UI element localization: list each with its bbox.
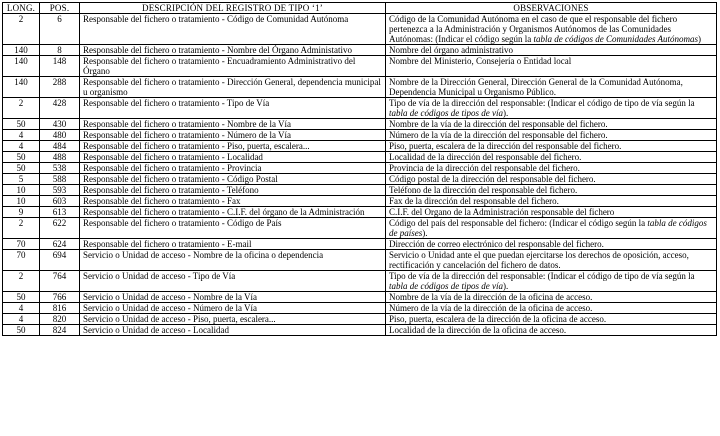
cell-observations [386, 250, 717, 271]
cell-long: 4 [3, 314, 40, 325]
table-row [3, 56, 717, 77]
cell-observations [386, 292, 717, 303]
cell-pos: 820 [40, 314, 80, 325]
cell-description: Servicio o Unidad de acceso - Nombre de la Vía [80, 292, 386, 303]
table-header [3, 3, 717, 14]
table-row [3, 303, 717, 314]
cell-description: Servicio o Unidad de acceso - Piso, puerta, escalera... [80, 314, 386, 325]
observation-text: Teléfono de la dirección del responsable del fichero. [389, 185, 578, 195]
observation-tail: ) [698, 34, 702, 44]
cell-observations [386, 45, 717, 56]
cell-observations [386, 77, 717, 98]
observation-table-reference: tabla de códigos de tipos de vía [389, 281, 503, 291]
cell-long: 2 [3, 271, 40, 292]
header-long: LONG. [3, 3, 40, 14]
cell-observations [386, 14, 717, 45]
table-row [3, 152, 717, 163]
observation-text: Código postal de la dirección del responsable del fichero. [389, 174, 596, 184]
cell-description: Responsable del fichero o tratamiento - Nombre de la Vía [80, 119, 386, 130]
cell-description: Responsable del fichero o tratamiento - Provincia [80, 163, 386, 174]
table-row [3, 207, 717, 218]
cell-description: Responsable del fichero o tratamiento - Localidad [80, 152, 386, 163]
cell-observations [386, 174, 717, 185]
cell-pos: 624 [40, 239, 80, 250]
observation-text: Nombre del órgano administrativo [389, 45, 514, 55]
cell-pos: 288 [40, 77, 80, 98]
cell-observations [386, 119, 717, 130]
cell-observations [386, 207, 717, 218]
cell-description: Responsable del fichero o tratamiento - Código de País [80, 218, 386, 239]
cell-long: 4 [3, 130, 40, 141]
cell-description: Responsable del fichero o tratamiento - Código de Comunidad Autónoma [80, 14, 386, 45]
observation-text: Dirección de correo electrónico del responsable del fichero. [389, 239, 604, 249]
table-row [3, 174, 717, 185]
cell-long: 2 [3, 218, 40, 239]
cell-pos: 488 [40, 152, 80, 163]
observation-text: Código del país del responsable del fichero: (Indicar el código según la [389, 218, 648, 228]
cell-long: 9 [3, 207, 40, 218]
cell-pos: 816 [40, 303, 80, 314]
table-row [3, 130, 717, 141]
cell-description: Responsable del fichero o tratamiento - Dirección General, dependencia municipal u organismo [80, 77, 386, 98]
cell-description: Responsable del fichero o tratamiento - Piso, puerta, escalera... [80, 141, 386, 152]
table-row [3, 250, 717, 271]
cell-observations [386, 303, 717, 314]
observation-text: Nombre de la Dirección General, Dirección General de la Comunidad Autónoma, Dependencia Municipal u Organismo Público. [389, 77, 683, 97]
observation-text: C.I.F. del Organo de la Administración responsable del fichero [389, 207, 615, 217]
cell-long: 50 [3, 163, 40, 174]
cell-pos: 428 [40, 98, 80, 119]
cell-pos: 6 [40, 14, 80, 45]
table-row [3, 196, 717, 207]
cell-pos: 764 [40, 271, 80, 292]
cell-long: 5 [3, 174, 40, 185]
header-description: DESCRIPCIÓN DEL REGISTRO DE TIPO ‘1’ [80, 3, 386, 14]
cell-observations [386, 325, 717, 336]
observation-text: Provincia de la dirección del responsable del fichero. [389, 163, 580, 173]
cell-description: Responsable del fichero o tratamiento - Número de la Vía [80, 130, 386, 141]
cell-pos: 694 [40, 250, 80, 271]
observation-text: Localidad de la dirección del responsable del fichero. [389, 152, 582, 162]
cell-description: Servicio o Unidad de acceso - Tipo de Vía [80, 271, 386, 292]
cell-long: 50 [3, 292, 40, 303]
cell-observations [386, 196, 717, 207]
observation-text: Localidad de la dirección de la oficina de acceso. [389, 325, 567, 335]
cell-pos: 622 [40, 218, 80, 239]
observation-text: Número de la vía de la dirección de la oficina de acceso. [389, 303, 593, 313]
cell-pos: 824 [40, 325, 80, 336]
observation-text: Piso, puerta, escalera de la dirección del responsable del fichero. [389, 141, 622, 151]
cell-observations [386, 98, 717, 119]
cell-pos: 148 [40, 56, 80, 77]
observation-text: Piso, puerta, escalera de la dirección de la oficina de acceso. [389, 314, 607, 324]
table-row [3, 314, 717, 325]
table-row [3, 119, 717, 130]
header-pos: POS. [40, 3, 80, 14]
cell-pos: 484 [40, 141, 80, 152]
header-row [3, 3, 717, 14]
cell-long: 10 [3, 185, 40, 196]
cell-pos: 613 [40, 207, 80, 218]
cell-description: Responsable del fichero o tratamiento - Tipo de Vía [80, 98, 386, 119]
cell-long: 140 [3, 56, 40, 77]
cell-observations [386, 271, 717, 292]
cell-observations [386, 314, 717, 325]
cell-description: Responsable del fichero o tratamiento - Nombre del Órgano Administativo [80, 45, 386, 56]
observation-table-reference: tabla de códigos de países [389, 218, 707, 238]
cell-long: 4 [3, 303, 40, 314]
table-row [3, 292, 717, 303]
cell-observations [386, 130, 717, 141]
cell-long: 50 [3, 325, 40, 336]
cell-observations [386, 141, 717, 152]
cell-observations [386, 163, 717, 174]
observation-text: Nombre del Ministerio, Consejería o Entidad local [389, 56, 572, 66]
observation-text: Servicio o Unidad ante el que puedan ejercitarse los derechos de oposición, acceso, rectificación y cancelación del fichero de datos. [389, 250, 689, 270]
cell-pos: 8 [40, 45, 80, 56]
cell-pos: 588 [40, 174, 80, 185]
observation-text: Código de la Comunidad Autónoma en el caso de que el responsable del fichero pertenezca a la Administración y Organismos Autónomos de las Comunidades Autónomas: (Indicar el código según la [389, 14, 678, 44]
table-row [3, 218, 717, 239]
observation-tail: ). [502, 108, 509, 118]
table-row [3, 141, 717, 152]
record-layout-table [2, 2, 717, 336]
observation-table-reference: tabla de códigos de Comunidades Autónomas [533, 34, 699, 44]
cell-pos: 430 [40, 119, 80, 130]
cell-description: Responsable del fichero o tratamiento - C.I.F. del órgano de la Administración [80, 207, 386, 218]
table-row [3, 185, 717, 196]
cell-long: 2 [3, 98, 40, 119]
cell-long: 70 [3, 250, 40, 271]
cell-long: 4 [3, 141, 40, 152]
table-row [3, 98, 717, 119]
cell-description: Servicio o Unidad de acceso - Localidad [80, 325, 386, 336]
header-observations: OBSERVACIONES [386, 3, 717, 14]
table-row [3, 325, 717, 336]
cell-pos: 603 [40, 196, 80, 207]
table-row [3, 45, 717, 56]
cell-observations [386, 56, 717, 77]
cell-long: 10 [3, 196, 40, 207]
cell-long: 50 [3, 152, 40, 163]
table-row [3, 77, 717, 98]
cell-long: 50 [3, 119, 40, 130]
cell-observations [386, 185, 717, 196]
observation-tail: ). [422, 228, 428, 238]
cell-long: 70 [3, 239, 40, 250]
observation-text: Tipo de vía de la dirección del responsable: (Indicar el código de tipo de vía según la [389, 271, 695, 281]
cell-description: Responsable del fichero o tratamiento - E-mail [80, 239, 386, 250]
table-row [3, 14, 717, 45]
cell-description: Responsable del fichero o tratamiento - Código Postal [80, 174, 386, 185]
observation-table-reference: tabla de códigos de tipos de vía [389, 108, 503, 118]
observation-text: Nombre de la vía de la dirección de la oficina de acceso. [389, 292, 593, 302]
cell-pos: 593 [40, 185, 80, 196]
cell-description: Responsable del fichero o tratamiento - Fax [80, 196, 386, 207]
cell-description: Responsable del fichero o tratamiento - Teléfono [80, 185, 386, 196]
cell-description: Servicio o Unidad de acceso - Nombre de la oficina o dependencia [80, 250, 386, 271]
table-row [3, 163, 717, 174]
cell-observations [386, 152, 717, 163]
cell-observations [386, 218, 717, 239]
cell-description: Servicio o Unidad de acceso - Número de la Vía [80, 303, 386, 314]
table-body [3, 14, 717, 336]
cell-pos: 538 [40, 163, 80, 174]
cell-pos: 766 [40, 292, 80, 303]
table-row [3, 271, 717, 292]
cell-pos: 480 [40, 130, 80, 141]
observation-text: Tipo de vía de la dirección del responsable: (Indicar el código de tipo de vía según la [389, 98, 695, 108]
cell-long: 140 [3, 77, 40, 98]
observation-text: Nombre de la vía de la dirección del responsable del fichero. [389, 119, 608, 129]
cell-long: 140 [3, 45, 40, 56]
observation-text: Número de la vía de la dirección del responsable del fichero. [389, 130, 608, 140]
cell-observations [386, 239, 717, 250]
cell-long: 2 [3, 14, 40, 45]
table-row [3, 239, 717, 250]
observation-text: Fax de la dirección del responsable del fichero. [389, 196, 559, 206]
observation-tail: ). [502, 281, 509, 291]
cell-description: Responsable del fichero o tratamiento - Encuadramiento Administrativo del Órgano [80, 56, 386, 77]
